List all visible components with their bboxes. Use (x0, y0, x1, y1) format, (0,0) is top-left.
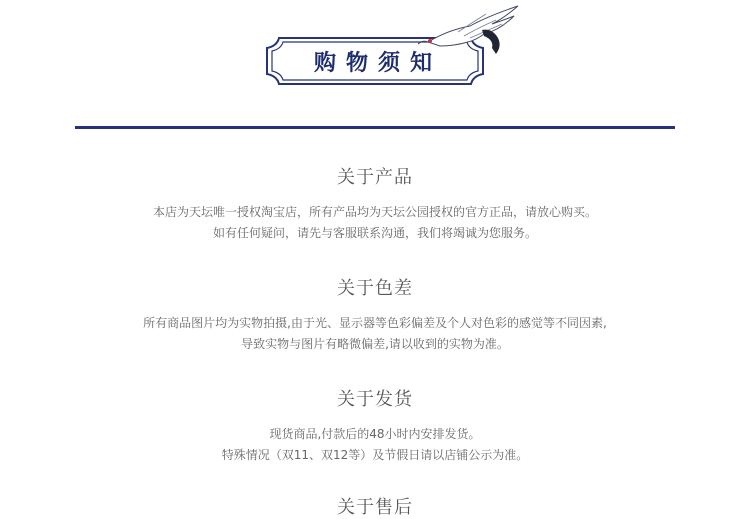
section-title: 关于产品 (337, 167, 413, 188)
section-after-sales (0, 497, 750, 519)
page-title: 购物须知 (313, 49, 442, 76)
section-title: 关于色差 (337, 278, 413, 299)
section-text-line: 现货商品,付款后的48小时内安排发货。 (269, 427, 481, 441)
section-text-line: 特殊情况（双11、双12等）及节假日请以店铺公示为准。 (221, 448, 529, 462)
section-text-line: 如有任何疑问，请先与客服联系沟通，我们将竭诚为您服务。 (212, 226, 537, 240)
section-color-difference (0, 278, 750, 355)
crane-icon (418, 2, 524, 58)
section-text-line: 所有商品图片均为实物拍摄,由于光、显示器等色彩偏差及个人对色彩的感觉等不同因素, (143, 316, 607, 330)
header-divider (75, 126, 675, 129)
section-text-line: 导致实物与图片有略微偏差,请以收到的实物为准。 (241, 337, 509, 351)
section-product (0, 167, 750, 244)
section-title: 关于售后 (337, 497, 413, 518)
section-title: 关于发货 (337, 389, 413, 410)
section-shipping (0, 389, 750, 466)
section-text-line: 本店为天坛唯一授权淘宝店，所有产品均为天坛公园授权的官方正品，请放心购买。 (152, 205, 597, 219)
